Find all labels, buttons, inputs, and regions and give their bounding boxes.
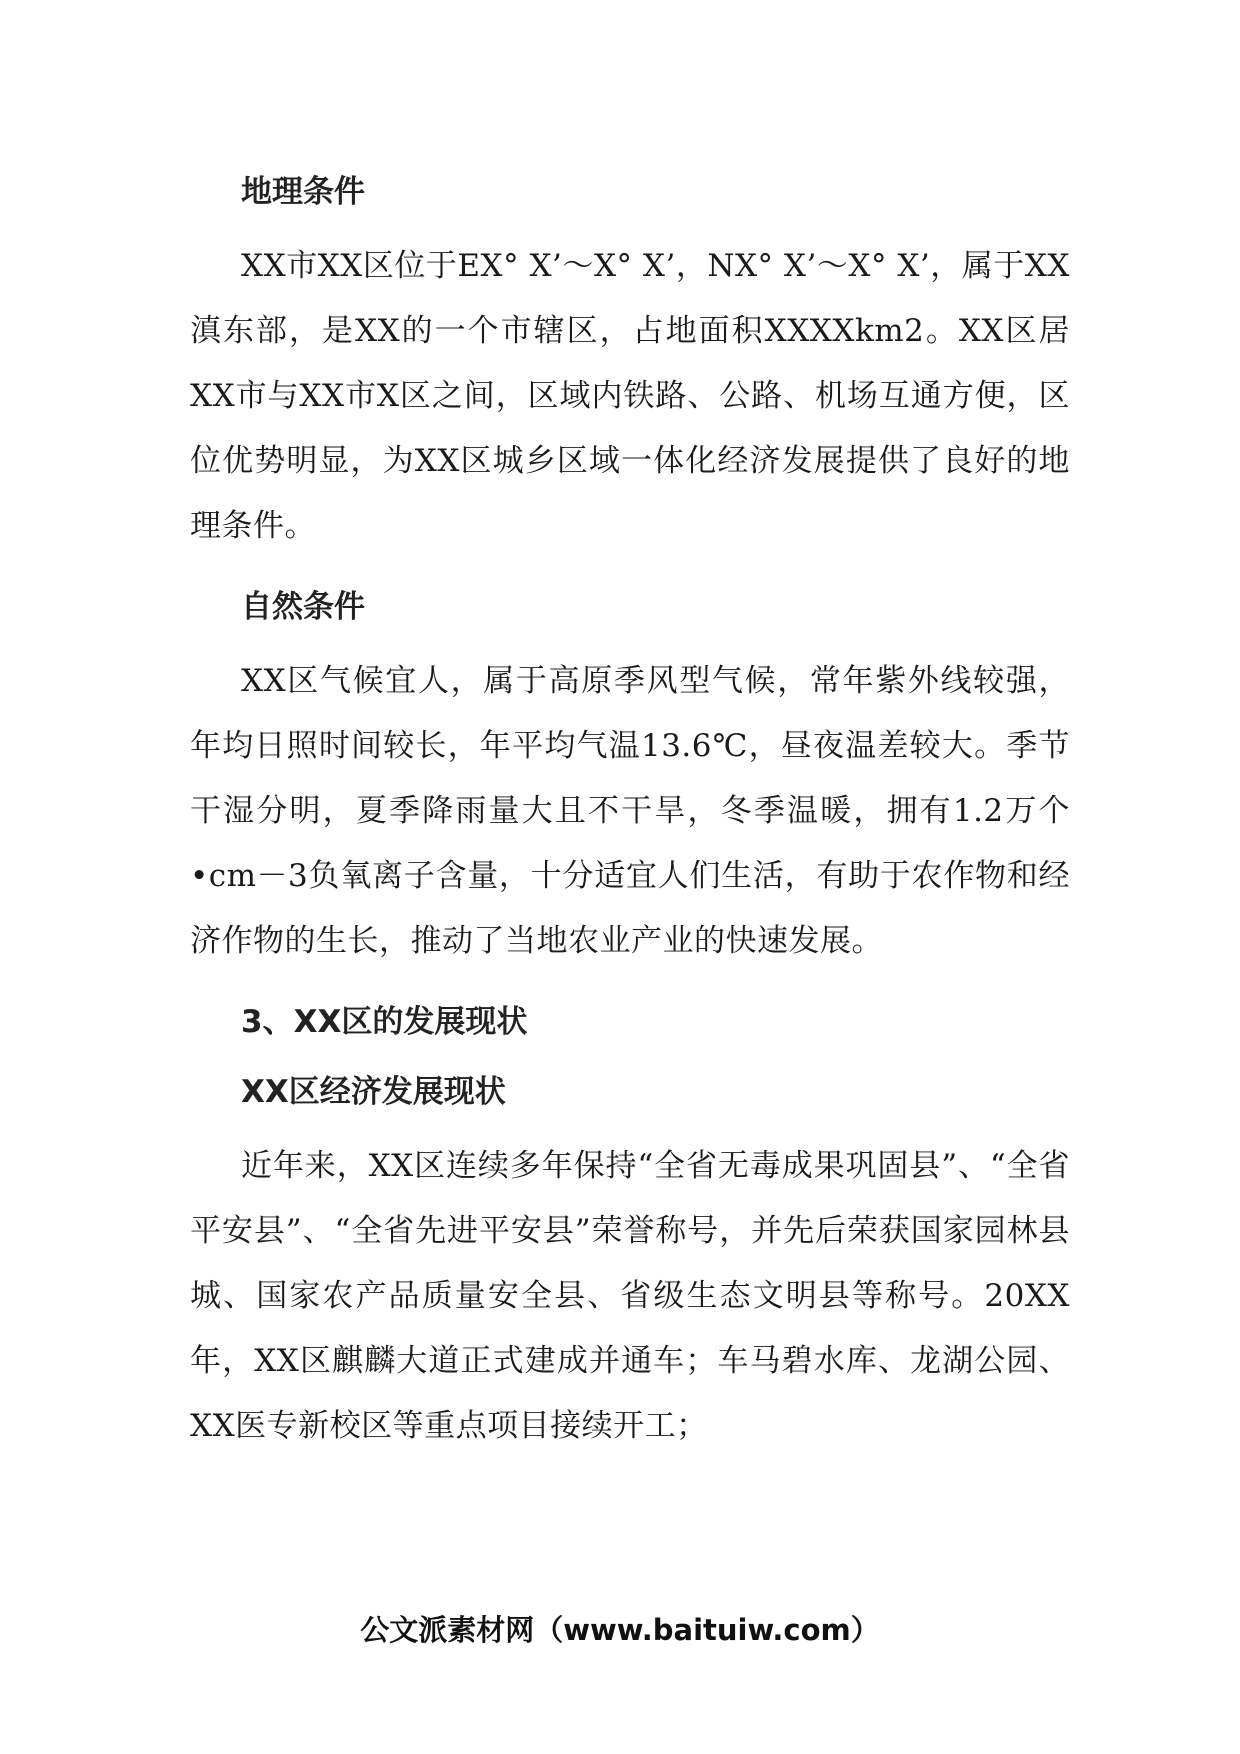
section-paragraph-nature: XX区气候宜人，属于高原季风型气候，常年紫外线较强，年均日照时间较长，年平均气温13.6℃，昼夜温差较大。季节干湿分明，夏季降雨量大且不干旱，冬季温暖，拥有1.2万个•cm－3负氧离子含量，十分适宜人们生活，有助于农作物和经济作物的生长，推动了当地农业产业的快速发展。 xyxy=(190,663,1070,959)
section-heading-development-status: 3、XX区的发展现状 xyxy=(241,1004,528,1040)
page-footer-watermark: 公文派素材网（www.baituiw.com） xyxy=(360,1613,880,1647)
section-heading-geography: 地理条件 xyxy=(241,174,365,210)
section-paragraph-geography: XX市XX区位于EX° X’～X° X’，NX° X’～X° X’，属于XX滇东部，是XX的一个市辖区，占地面积XXXXkm2。XX区居XX市与XX市X区之间，区域内铁路、公路、机场互通方便，区位优势明显，为XX区城乡区域一体化经济发展提供了良好的地理条件。 xyxy=(190,248,1070,544)
document-body xyxy=(190,170,1070,1459)
section-paragraph-economy: 近年来，XX区连续多年保持“全省无毒成果巩固县”、“全省平安县”、“全省先进平安县”荣誉称号，并先后荣获国家园林县城、国家农产品质量安全县、省级生态文明县等称号。20XX年，XX区麒麟大道正式建成并通车；车马碧水库、龙湖公园、XX医专新校区等重点项目接续开工； xyxy=(190,1148,1070,1444)
section-heading-economy: XX区经济发展现状 xyxy=(241,1074,506,1110)
section-heading-nature: 自然条件 xyxy=(241,589,365,625)
